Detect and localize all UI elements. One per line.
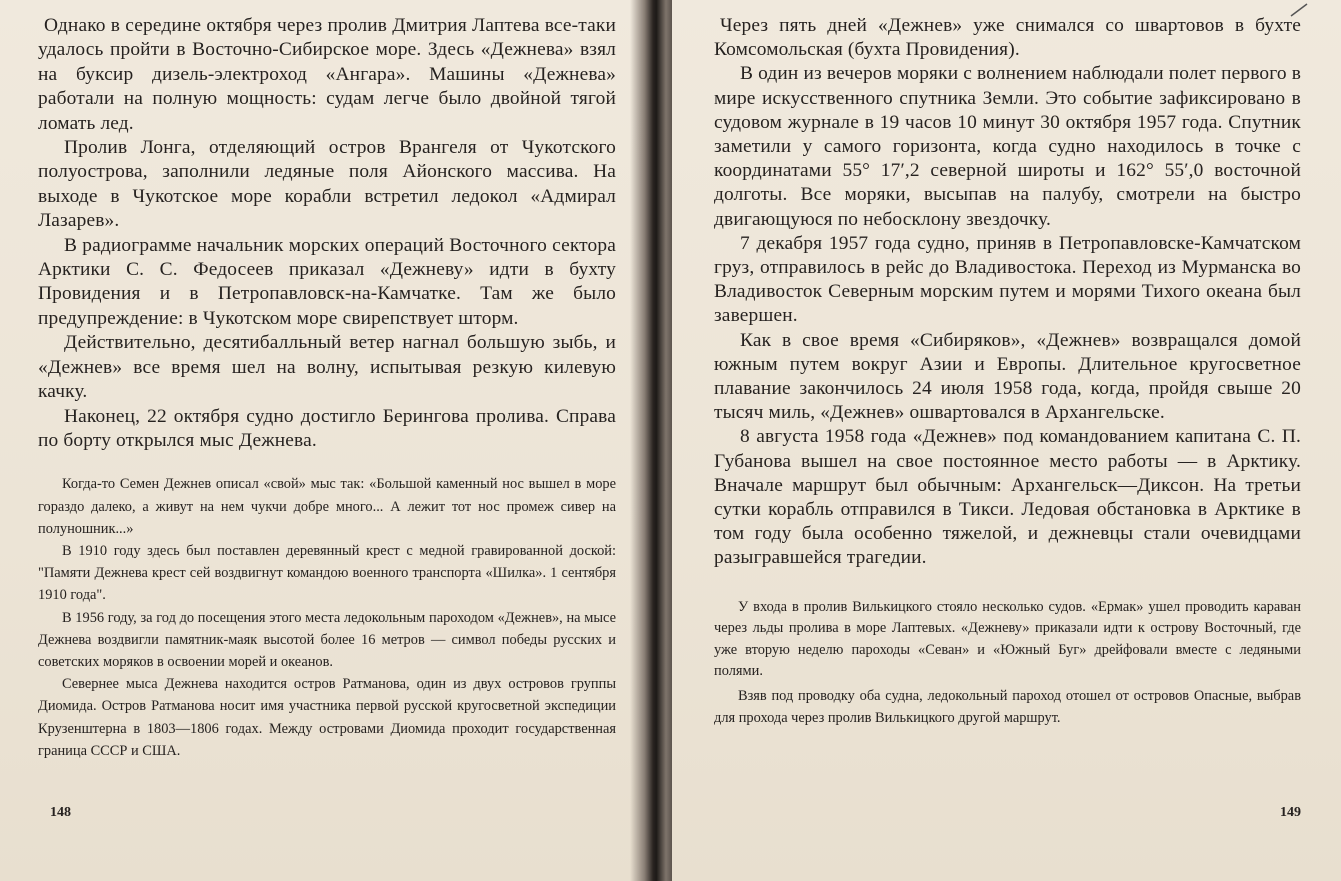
- right-page: [672, 0, 1341, 881]
- pen-mark-icon: [1289, 2, 1309, 18]
- paragraph: Когда-то Семен Дежнев описал «свой» мыс так: «Большой каменный нос вышел в море гораздо далеко, а живут на нем чукчи добре много... А лежит тот нос промеж сивер на полуношник...»: [38, 476, 616, 537]
- right-main-text: [714, 14, 1301, 571]
- paragraph: Действительно, десятибалльный ветер нагнал большую зыбь, и «Дежнев» все время шел на волну, испытывая резкую килевую качку.: [38, 332, 616, 403]
- paragraph: В 1956 году, за год до посещения этого места ледокольным пароходом «Дежнев», на мысе Дежнева воздвигли памятник-маяк высотой более 16 метров — символ победы русских и советских моряков в освоении морей и океанов.: [38, 609, 616, 670]
- paragraph: В один из вечеров моряки с волнением наблюдали полет первого в мире искусственного спутника Земли. Это событие зафиксировано в судовом журнале в 19 часов 10 минут 30 октября 1957 года. Спутник заметили у самого горизонта, когда судно находилось в точке с координатами 55° 17′,2 северной широты и 162° 55′,0 восточной долготы. Все моряки, высыпав на палубу, смотрели на быстро двигающуюся по небосклону звездочку.: [714, 63, 1301, 230]
- page-number: 149: [1280, 805, 1301, 820]
- paragraph: Как в свое время «Сибиряков», «Дежнев» возвращался домой южным путем вокруг Азии и Европы. Длительное кругосветное плавание закончилось 24 июля 1958 года, когда, пройдя свыше 20 тысяч миль, «Дежнев» ошвартовался в Архангельске.: [714, 329, 1301, 424]
- paragraph: 7 декабря 1957 года судно, приняв в Петропавловске-Камчатском груз, отправилось в рейс до Владивостока. Переход из Мурманска во Владивосток Северным морским путем и морями Тихого океана был завершен.: [714, 232, 1301, 327]
- left-main-text: [38, 14, 616, 453]
- paragraph: Наконец, 22 октября судно достигло Берингова пролива. Справа по борту открылся мыс Дежнева.: [38, 405, 616, 451]
- paragraph: Пролив Лонга, отделяющий остров Врангеля от Чукотского полуострова, заполнили ледяные поля Айонского массива. На выходе в Чукотское море корабли встретил ледокол «Адмирал Лазарев».: [38, 137, 616, 232]
- paragraph: В радиограмме начальник морских операций Восточного сектора Арктики С. С. Федосеев приказал «Дежневу» идти в бухту Провидения и в Петропавловск-на-Камчатке. Там же было предупреждение: в Чукотском море свирепствует шторм.: [38, 234, 616, 329]
- left-sidebar-text: [38, 473, 616, 762]
- paragraph: Севернее мыса Дежнева находится остров Ратманова, один из двух островов группы Диомида. Остров Ратманова носит имя участника первой русской кругосветной экспедиции Крузенштерна в 1803—1806 годах. Между островами Диомида проходит государственная граница СССР и США.: [38, 676, 616, 759]
- paragraph: В 1910 году здесь был поставлен деревянный крест с медной гравированной доской: "Памяти Дежнева крест сей воздвигнут командою военного транспорта «Шилка». 1 сентября 1910 года".: [38, 542, 616, 604]
- left-page: [0, 0, 646, 881]
- paragraph: Через пять дней «Дежнев» уже снимался со швартовов в бухте Комсомольская (бухта Провидения).: [714, 15, 1301, 61]
- book-gutter: [630, 0, 678, 881]
- paragraph: Взяв под проводку оба судна, ледокольный пароход отошел от островов Опасные, выбрав для прохода через пролив Вилькицкого другой маршрут.: [714, 688, 1301, 726]
- page-number: 148: [50, 805, 71, 820]
- paragraph: 8 августа 1958 года «Дежнев» под командованием капитана С. П. Губанова вышел на свое постоянное место работы — в Арктику. Вначале маршрут был обычным: Архангельск—Диксон. На третьи сутки корабль отправился в Тикси. Ледовая обстановка в Арктике в том году была особенно тяжелой, и дежневцы стали очевидцами разыгравшейся трагедии.: [714, 426, 1301, 569]
- paragraph: Однако в середине октября через пролив Дмитрия Лаптева все-таки удалось пройти в Восточно-Сибирское море. Здесь «Дежнева» взял на буксир дизель-электроход «Ангара». Машины «Дежнева» работали на полную мощность: судам легче было двойной тягой ломать лед.: [38, 15, 616, 134]
- right-sidebar-text: [714, 597, 1301, 730]
- paragraph: У входа в пролив Вилькицкого стояло несколько судов. «Ермак» ушел проводить караван через льды пролива в море Лаптевых. «Дежневу» приказали идти к острову Восточный, где уже вторую неделю пароходы «Севан» и «Южный Буг» дрейфовали вместе с ледяными полями.: [714, 598, 1301, 680]
